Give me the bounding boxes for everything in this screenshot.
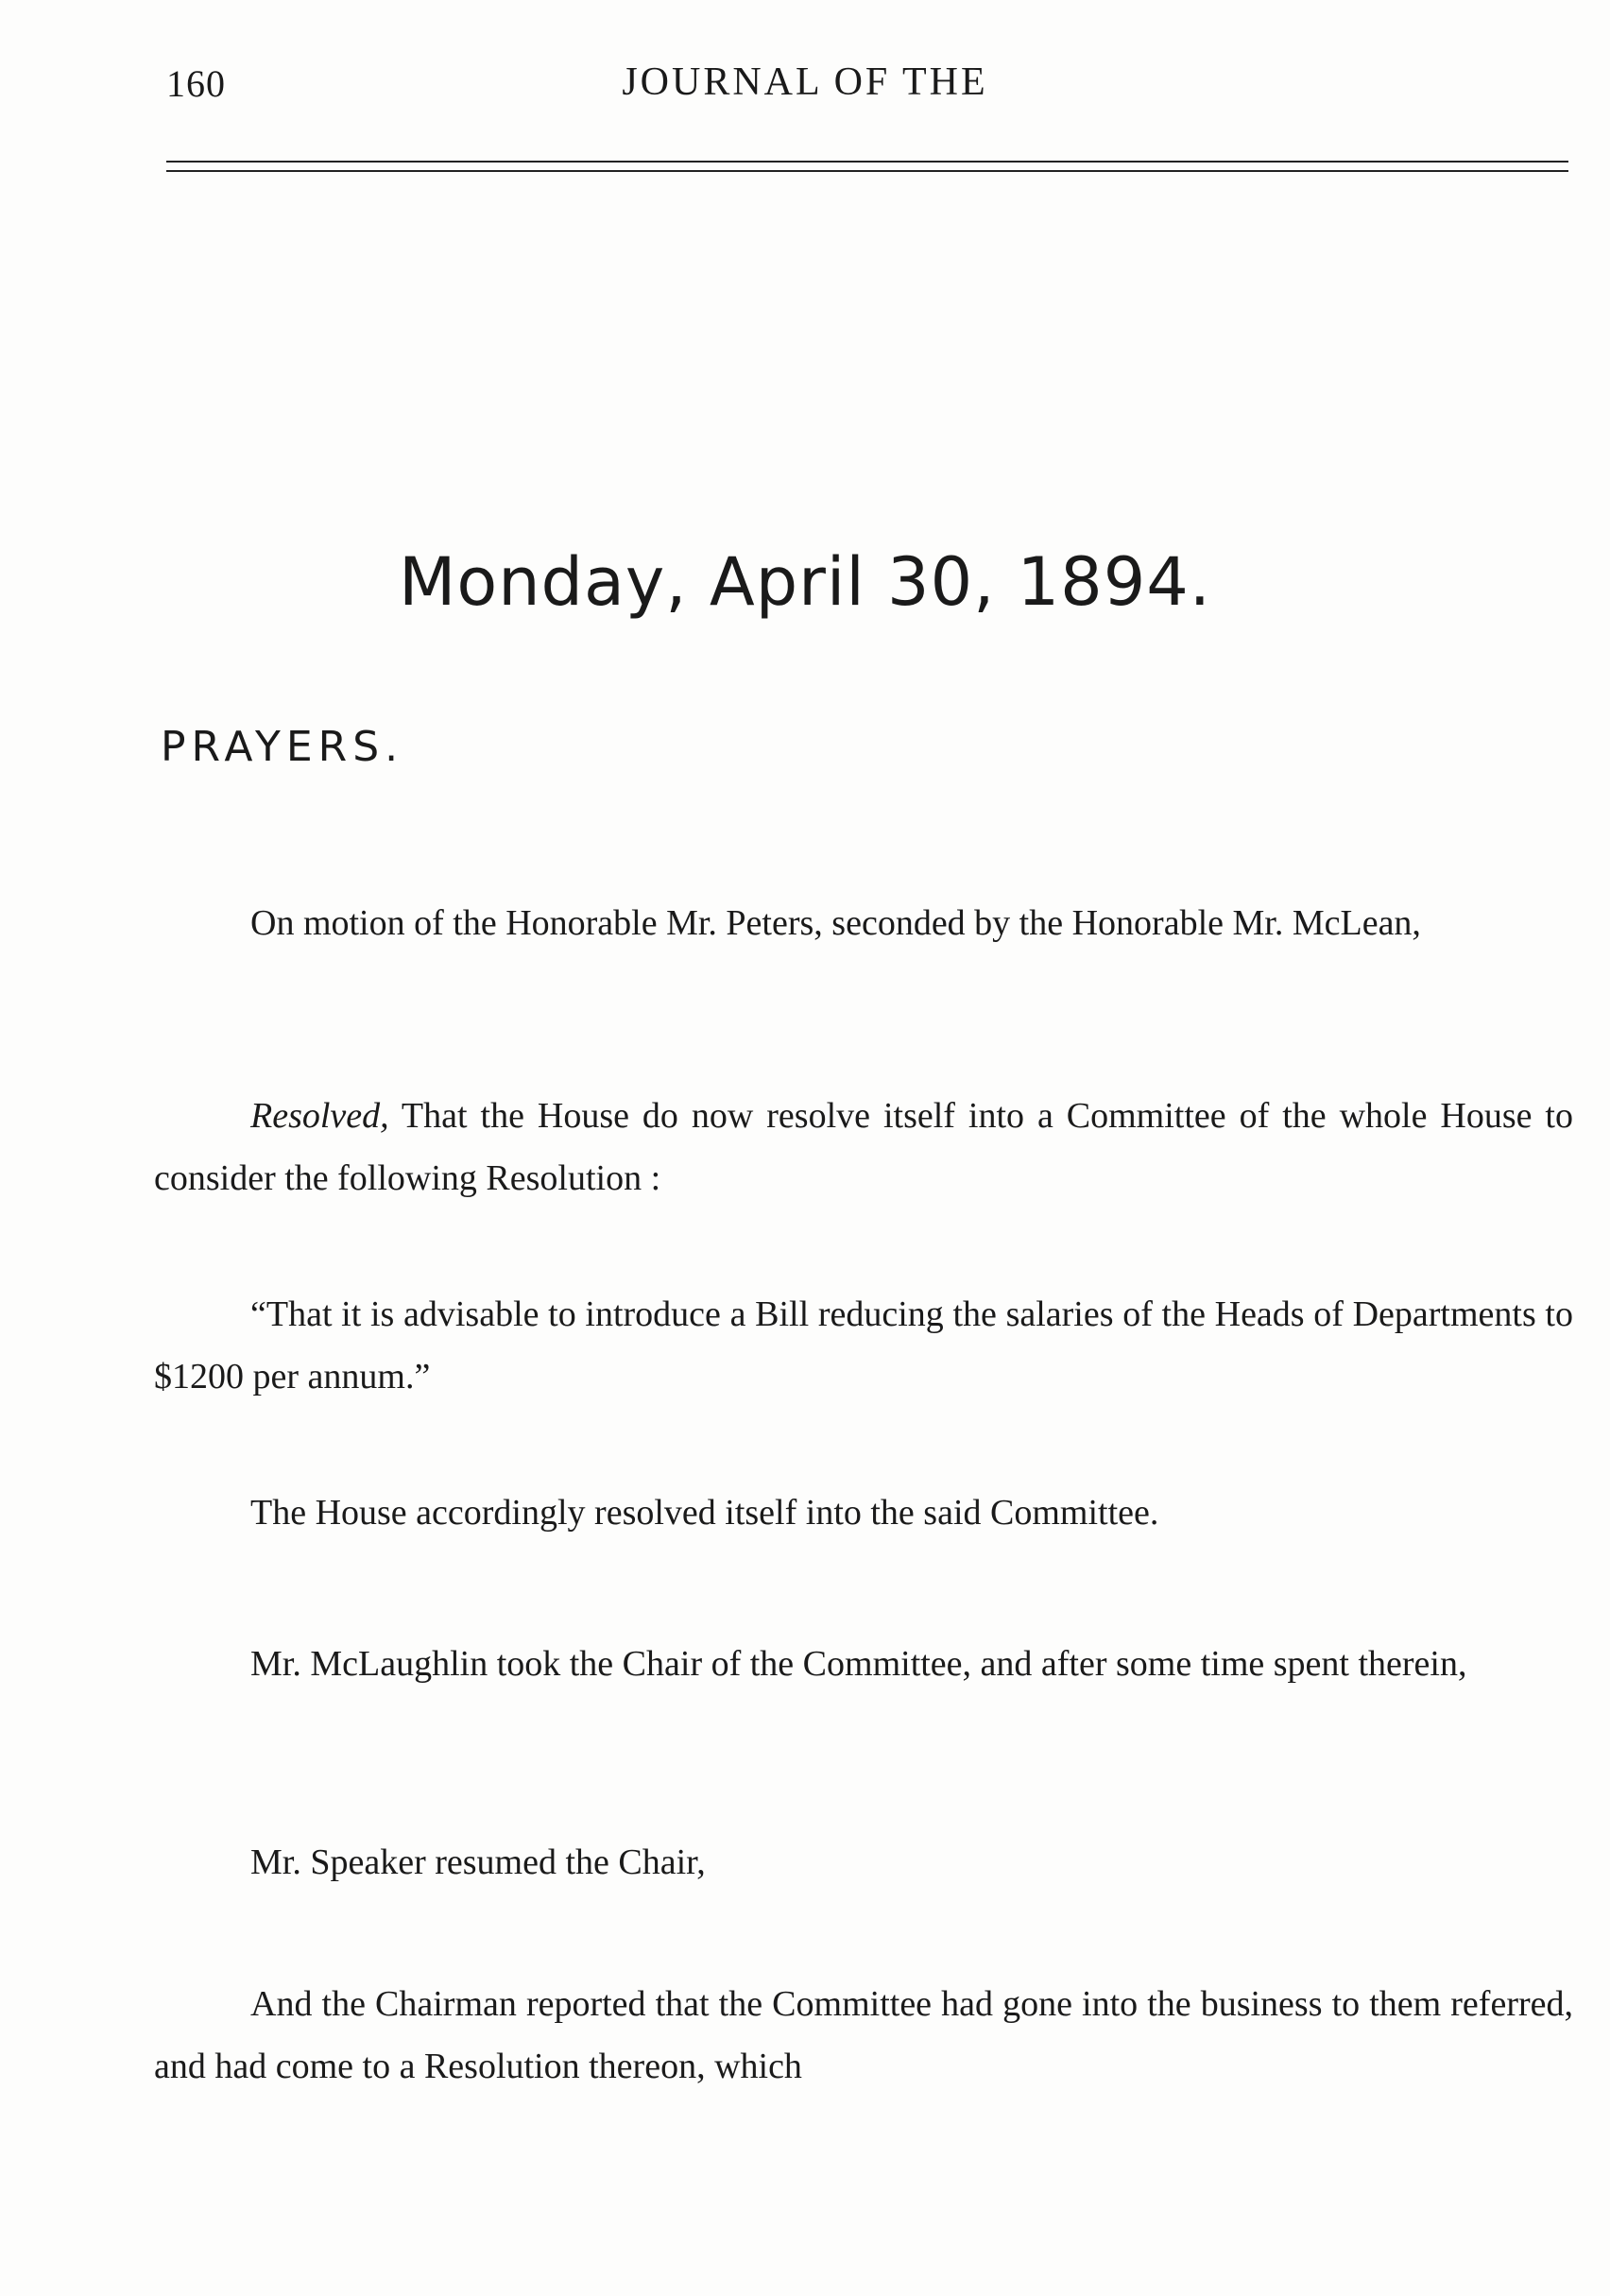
paragraph-motion: On motion of the Honorable Mr. Peters, seconded by the Honorable Mr. McLean, [250,903,1421,943]
header-rule-bottom [166,170,1568,172]
section-heading-prayers: PRAYERS. [161,723,404,771]
paragraph-house-resolved: The House accordingly resolved itself into the said Committee. [250,1493,1159,1533]
paragraph-chairman-reported: And the Chairman reported that the Committee had gone into the business to them referred, and had come to a Resolution thereon, which [154,1984,1573,2086]
paragraph-chair-taken: Mr. McLaughlin took the Chair of the Committee, and after some time spent therein, [250,1644,1467,1684]
page-header [0,52,1610,109]
date-heading: Monday, April 30, 1894. [398,543,1212,621]
running-head: JOURNAL OF THE [622,60,988,104]
header-rule-top [166,161,1568,163]
paragraph-resolved [154,1085,1573,1209]
paragraph-speaker-resumed: Mr. Speaker resumed the Chair, [250,1842,706,1882]
paragraph-resolution-quote: “That it is advisable to introduce a Bill reducing the salaries of the Heads of Departments to $1200 per annum.” [154,1294,1573,1396]
resolved-lead: Resolved, [250,1096,389,1136]
resolved-text: That the House do now resolve itself into a Committee of the whole House to consider the following Resolution : [154,1096,1573,1198]
page-number: 160 [166,62,226,105]
